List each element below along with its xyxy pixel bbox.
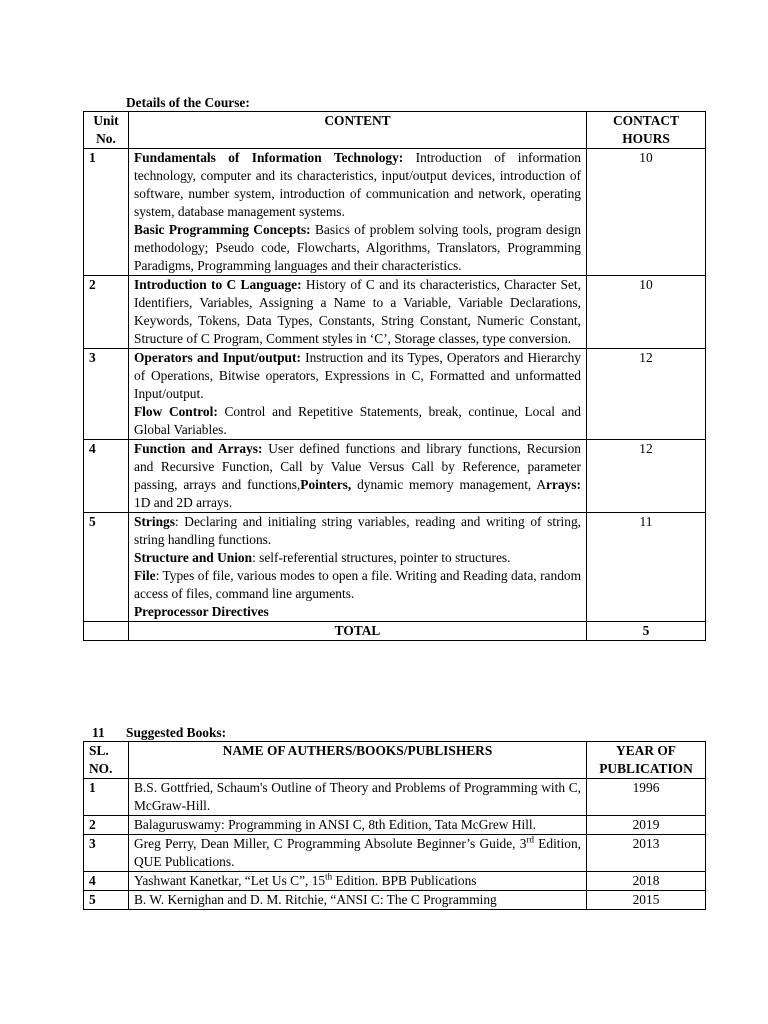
course-unit-row bbox=[84, 149, 706, 276]
topic-text: Control and Repetitive Statements, break, continue, Local and Global Variables. bbox=[134, 404, 581, 437]
book-text: Edition. BPB Publications bbox=[332, 873, 477, 888]
topic-heading: Preprocessor Directives bbox=[134, 604, 269, 619]
content-paragraph bbox=[134, 349, 581, 403]
sl-no-header: SL. NO. bbox=[84, 742, 129, 779]
unit-number: 5 bbox=[84, 513, 129, 622]
book-sl-number: 3 bbox=[84, 835, 129, 872]
unit-content bbox=[129, 149, 587, 276]
book-row bbox=[84, 779, 706, 816]
course-details-table bbox=[83, 111, 706, 641]
topic-heading: Basic Programming Concepts: bbox=[134, 222, 311, 237]
book-reference: B.S. Gottfried, Schaum's Outline of Theory and Problems of Programming with C, McGraw-Hill. bbox=[129, 779, 587, 816]
course-unit-row bbox=[84, 513, 706, 622]
content-header: CONTENT bbox=[129, 112, 587, 149]
edition-superscript: th bbox=[325, 871, 333, 882]
publication-year: 2019 bbox=[587, 816, 706, 835]
publication-year: 2013 bbox=[587, 835, 706, 872]
topic-heading: Pointers, bbox=[300, 477, 352, 492]
publication-year: 1996 bbox=[587, 779, 706, 816]
unit-content bbox=[129, 513, 587, 622]
topic-text: : self-referential structures, pointer to structures. bbox=[252, 550, 511, 565]
book-row bbox=[84, 835, 706, 872]
topic-text: User defined functions and library functions, Recursion and Recursive Function, Call by Value Versus Call by Reference, parameter passing, arrays and functions, bbox=[134, 441, 581, 492]
course-unit-row bbox=[84, 349, 706, 440]
topic-text: : Declaring and initialing string variables, reading and writing of string, string handling functions. bbox=[134, 514, 581, 547]
unit-number: 1 bbox=[84, 149, 129, 276]
content-paragraph bbox=[134, 603, 581, 621]
topic-heading: Function and Arrays: bbox=[134, 441, 263, 456]
book-sl-number: 2 bbox=[84, 816, 129, 835]
content-paragraph bbox=[134, 440, 581, 512]
book-sl-number: 1 bbox=[84, 779, 129, 816]
topic-heading: Strings bbox=[134, 514, 175, 529]
book-name-header: NAME OF AUTHERS/BOOKS/PUBLISHERS bbox=[129, 742, 587, 779]
content-paragraph bbox=[134, 276, 581, 348]
contact-hours-value: 10 bbox=[587, 149, 706, 276]
topic-heading: Fundamentals of Information Technology: bbox=[134, 150, 404, 165]
content-paragraph bbox=[134, 567, 581, 603]
publication-year: 2015 bbox=[587, 891, 706, 910]
book-reference: Balaguruswamy: Programming in ANSI C, 8th Edition, Tata McGrew Hill. bbox=[129, 816, 587, 835]
contact-hours-value: 11 bbox=[587, 513, 706, 622]
contact-hours-header: CONTACT HOURS bbox=[587, 112, 706, 149]
unit-no-header: Unit No. bbox=[84, 112, 129, 149]
content-paragraph bbox=[134, 513, 581, 549]
topic-heading: rrays: bbox=[546, 477, 581, 492]
year-header: YEAR OF PUBLICATION bbox=[587, 742, 706, 779]
content-paragraph bbox=[134, 149, 581, 221]
unit-content bbox=[129, 349, 587, 440]
total-empty-cell bbox=[84, 622, 129, 641]
unit-number: 4 bbox=[84, 440, 129, 513]
course-table-header-row bbox=[84, 112, 706, 149]
content-paragraph bbox=[134, 549, 581, 567]
topic-heading: Structure and Union bbox=[134, 550, 253, 565]
book-sl-number: 5 bbox=[84, 891, 129, 910]
book-row bbox=[84, 816, 706, 835]
book-text: Yashwant Kanetkar, “Let Us C”, 15 bbox=[134, 873, 326, 888]
course-total-row bbox=[84, 622, 706, 641]
publication-year: 2018 bbox=[587, 872, 706, 891]
book-reference bbox=[129, 872, 587, 891]
unit-number: 2 bbox=[84, 276, 129, 349]
topic-heading: Operators and Input/output: bbox=[134, 350, 301, 365]
book-row bbox=[84, 872, 706, 891]
topic-text: Instruction and its Types, Operators and Hierarchy of Operations, Bitwise operators, Expressions in C, Formatted and unformatted Input/output. bbox=[134, 350, 582, 401]
book-text: Edition, QUE Publications. bbox=[134, 836, 581, 869]
unit-content bbox=[129, 440, 587, 513]
course-unit-row bbox=[84, 440, 706, 513]
contact-hours-value: 10 bbox=[587, 276, 706, 349]
unit-content bbox=[129, 276, 587, 349]
books-table-header-row bbox=[84, 742, 706, 779]
book-text: Greg Perry, Dean Miller, C Programming Absolute Beginner’s Guide, 3 bbox=[134, 836, 527, 851]
topic-text: : Types of file, various modes to open a file. Writing and Reading data, random access of files, command line arguments. bbox=[134, 568, 581, 601]
content-paragraph bbox=[134, 403, 581, 439]
topic-text: 1D and 2D arrays. bbox=[134, 495, 233, 510]
content-paragraph bbox=[134, 221, 581, 275]
book-sl-number: 4 bbox=[84, 872, 129, 891]
contact-hours-value: 12 bbox=[587, 349, 706, 440]
suggested-books-table bbox=[83, 741, 706, 910]
topic-text: dynamic memory management, A bbox=[351, 477, 547, 492]
book-row bbox=[84, 891, 706, 910]
course-details-caption: Details of the Course: bbox=[126, 95, 250, 110]
topic-text: History of C and its characteristics, Character Set, Identifiers, Variables, Assigning a Name to a Variable, Variable Declarations, Keywords, Tokens, Data Types, Constants, String Constant, Numeric Constant, Structure of C Program, Comment styles in ‘C’, Storage classes, type conversion. bbox=[134, 277, 581, 346]
total-value: 5 bbox=[587, 622, 706, 641]
books-section-number: 11 bbox=[92, 725, 105, 740]
edition-superscript: rd bbox=[526, 834, 534, 845]
book-reference bbox=[129, 835, 587, 872]
topic-heading: Introduction to C Language: bbox=[134, 277, 302, 292]
topic-heading: Flow Control: bbox=[134, 404, 218, 419]
course-unit-row bbox=[84, 276, 706, 349]
total-label: TOTAL bbox=[129, 622, 587, 641]
unit-number: 3 bbox=[84, 349, 129, 440]
topic-text: Introduction of information technology, computer and its characteristics, input/output devices, introduction of software, number system, introduction of communication and network, operating system, database management systems. bbox=[134, 150, 581, 219]
topic-heading: File bbox=[134, 568, 156, 583]
topic-text: Basics of problem solving tools, program design methodology; Pseudo code, Flowcharts, Algorithms, Translators, Programming Paradigms, Programming languages and their characteristics. bbox=[134, 222, 581, 273]
suggested-books-caption: Suggested Books: bbox=[126, 725, 227, 740]
contact-hours-value: 12 bbox=[587, 440, 706, 513]
book-reference: B. W. Kernighan and D. M. Ritchie, “ANSI C: The C Programming bbox=[129, 891, 587, 910]
